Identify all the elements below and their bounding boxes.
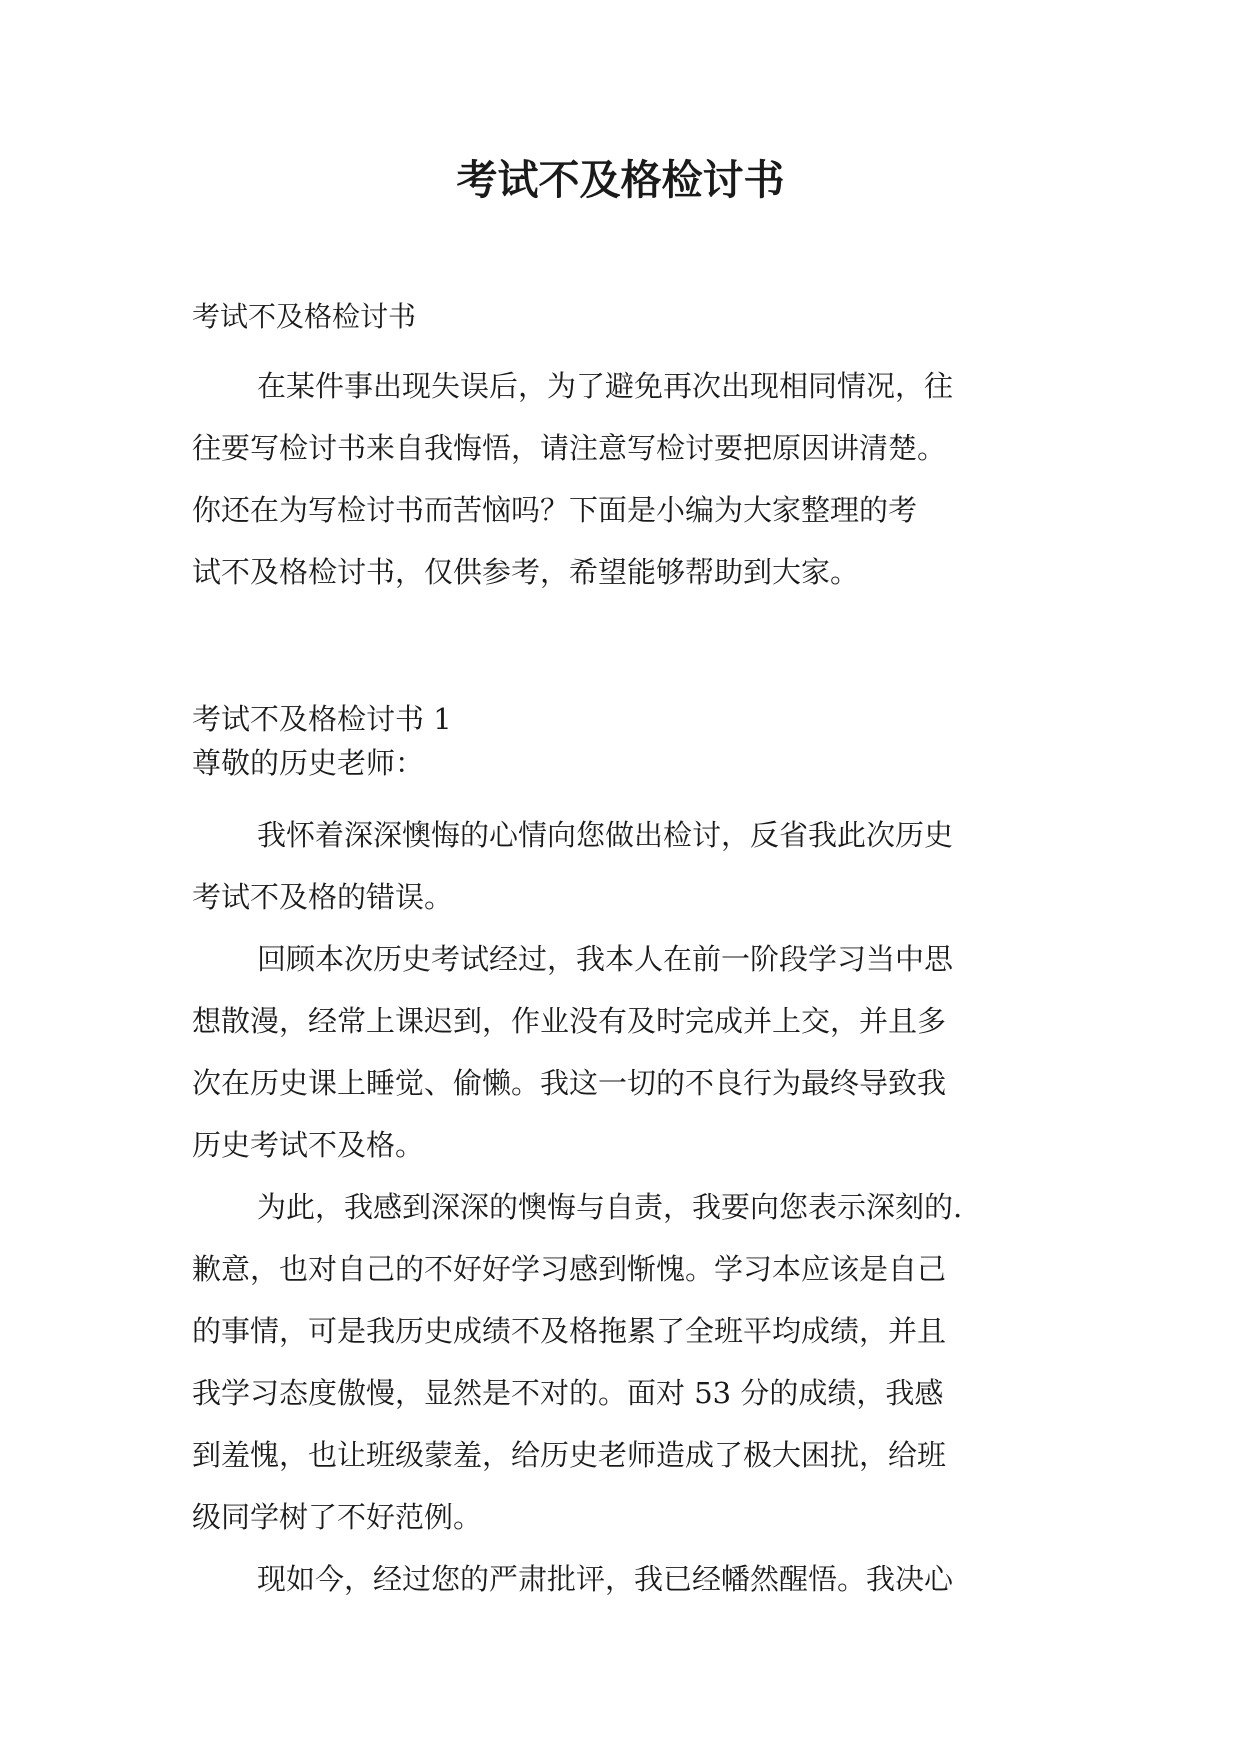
body-line: 想散漫，经常上课迟到，作业没有及时完成并上交，并且多 <box>192 1004 947 1038</box>
body-line: 歉意，也对自己的不好好学习感到惭愧。学习本应该是自己 <box>192 1252 947 1286</box>
body-line: 我怀着深深懊悔的心情向您做出检讨，反省我此次历史 <box>257 818 954 852</box>
body-line: 历史考试不及格。 <box>192 1128 425 1162</box>
intro-line: 往要写检讨书来自我悔悟，请注意写检讨要把原因讲清楚。 <box>192 431 947 465</box>
document-subtitle: 考试不及格检讨书 <box>192 300 417 333</box>
letter-body <box>192 804 1052 1610</box>
paragraph-4 <box>192 1548 1052 1610</box>
document-title: 考试不及格检讨书 <box>456 156 785 204</box>
body-line: 为此，我感到深深的懊悔与自责，我要向您表示深刻的. <box>257 1190 963 1224</box>
body-line: 现如今，经过您的严肃批评，我已经幡然醒悟。我决心 <box>257 1562 954 1596</box>
letter-header <box>192 697 1052 785</box>
intro-line: 在某件事出现失误后，为了避免再次出现相同情况，往 <box>257 369 954 403</box>
body-line: 级同学树了不好范例。 <box>192 1500 483 1534</box>
body-line: 次在历史课上睡觉、偷懒。我这一切的不良行为最终导致我 <box>192 1066 947 1100</box>
paragraph-3 <box>192 1176 1052 1548</box>
body-line: 我学习态度傲慢，显然是不对的。面对 53 分的成绩，我感 <box>192 1376 944 1410</box>
body-line: 考试不及格的错误。 <box>192 880 454 914</box>
intro-paragraph <box>192 355 1052 603</box>
body-line: 的事情，可是我历史成绩不及格拖累了全班平均成绩，并且 <box>192 1314 947 1348</box>
salutation: 尊敬的历史老师： <box>192 746 425 780</box>
body-line: 到羞愧，也让班级蒙羞，给历史老师造成了极大困扰，给班 <box>192 1438 947 1472</box>
section-heading: 考试不及格检讨书 1 <box>192 702 452 736</box>
paragraph-2 <box>192 928 1052 1176</box>
body-line: 回顾本次历史考试经过，我本人在前一阶段学习当中思 <box>257 942 954 976</box>
paragraph-1 <box>192 804 1052 928</box>
intro-line: 你还在为写检讨书而苦恼吗？下面是小编为大家整理的考 <box>192 493 918 527</box>
intro-line: 试不及格检讨书，仅供参考，希望能够帮助到大家。 <box>192 555 860 589</box>
